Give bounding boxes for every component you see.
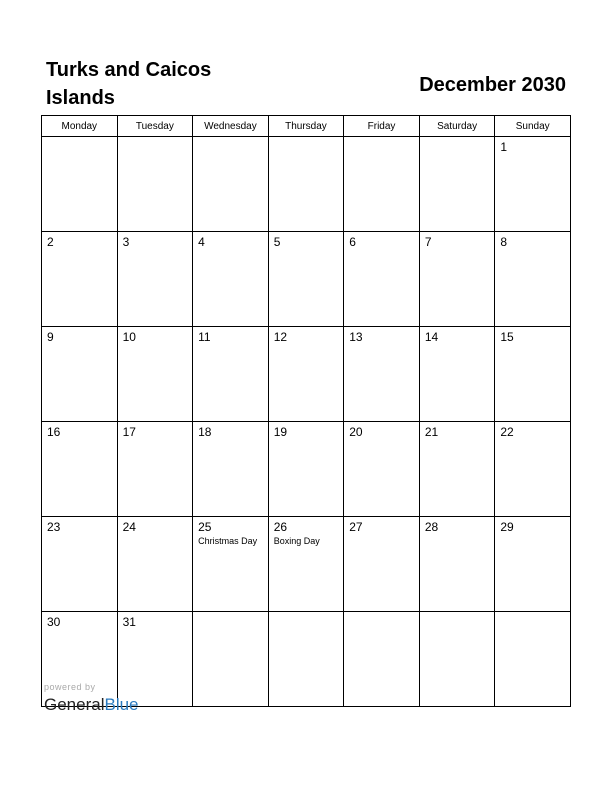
day-cell bbox=[268, 327, 344, 422]
day-number: 25 bbox=[198, 520, 212, 534]
day-cell bbox=[193, 327, 269, 422]
holiday-label: Christmas Day bbox=[198, 536, 258, 546]
day-number: 12 bbox=[273, 330, 288, 344]
day-number: 15 bbox=[500, 330, 514, 344]
day-number: 1 bbox=[500, 140, 508, 154]
day-cell bbox=[193, 517, 269, 612]
day-cell bbox=[419, 422, 495, 517]
day-cell bbox=[42, 232, 118, 327]
day-number: 30 bbox=[47, 615, 61, 629]
footer bbox=[44, 682, 139, 715]
day-number: 11 bbox=[198, 330, 211, 344]
calendar-body bbox=[42, 137, 571, 707]
day-cell bbox=[495, 517, 571, 612]
day-number: 31 bbox=[122, 615, 136, 629]
day-number: 27 bbox=[349, 520, 363, 534]
week-row bbox=[42, 232, 571, 327]
day-cell bbox=[419, 517, 495, 612]
day-number: 14 bbox=[424, 330, 439, 344]
day-cell bbox=[193, 232, 269, 327]
day-number: 8 bbox=[500, 235, 508, 249]
day-cell bbox=[117, 422, 193, 517]
day-cell bbox=[268, 517, 344, 612]
day-number: 17 bbox=[122, 425, 136, 439]
day-cell bbox=[117, 327, 193, 422]
day-number: 6 bbox=[349, 235, 356, 249]
week-row bbox=[42, 517, 571, 612]
day-cell bbox=[419, 612, 495, 707]
day-cell bbox=[495, 232, 571, 327]
day-cell bbox=[42, 327, 118, 422]
weekday-monday: Monday bbox=[42, 116, 118, 137]
generalblue-logo bbox=[44, 695, 139, 715]
day-cell bbox=[495, 612, 571, 707]
day-cell bbox=[42, 517, 118, 612]
calendar-grid bbox=[41, 115, 571, 707]
day-cell bbox=[344, 612, 420, 707]
day-cell bbox=[268, 612, 344, 707]
day-cell bbox=[419, 232, 495, 327]
weekday-thursday: Thursday bbox=[268, 116, 344, 137]
day-cell bbox=[344, 422, 420, 517]
day-number: 9 bbox=[47, 330, 54, 344]
day-cell bbox=[42, 422, 118, 517]
weekday-sunday: Sunday bbox=[495, 116, 571, 137]
day-cell bbox=[495, 137, 571, 232]
weekday-saturday: Saturday bbox=[419, 116, 495, 137]
day-number: 16 bbox=[47, 425, 61, 439]
week-row bbox=[42, 327, 571, 422]
brand-general: General bbox=[44, 695, 105, 714]
day-number: 21 bbox=[424, 425, 439, 439]
weekday-header-row bbox=[42, 116, 571, 137]
day-number: 22 bbox=[500, 425, 514, 439]
day-cell bbox=[495, 327, 571, 422]
day-cell bbox=[193, 422, 269, 517]
day-cell bbox=[344, 327, 420, 422]
day-number: 29 bbox=[500, 520, 514, 534]
day-cell bbox=[268, 137, 344, 232]
day-cell bbox=[495, 422, 571, 517]
holiday-label: Boxing Day bbox=[273, 536, 320, 546]
day-cell bbox=[344, 137, 420, 232]
day-number: 19 bbox=[273, 425, 288, 439]
day-cell bbox=[344, 232, 420, 327]
weekday-friday: Friday bbox=[344, 116, 420, 137]
calendar-month-title: December 2030 bbox=[419, 74, 566, 96]
day-number: 23 bbox=[47, 520, 61, 534]
day-cell bbox=[193, 137, 269, 232]
day-cell bbox=[268, 422, 344, 517]
powered-by-text: powered by bbox=[44, 682, 96, 692]
day-cell bbox=[42, 137, 118, 232]
day-number: 4 bbox=[198, 235, 205, 249]
day-number: 28 bbox=[424, 520, 439, 534]
day-number: 18 bbox=[198, 425, 212, 439]
brand-blue: Blue bbox=[104, 695, 139, 714]
week-row bbox=[42, 422, 571, 517]
day-number: 3 bbox=[122, 235, 130, 249]
day-cell bbox=[117, 517, 193, 612]
day-number: 10 bbox=[122, 330, 136, 344]
day-cell bbox=[193, 612, 269, 707]
day-cell bbox=[344, 517, 420, 612]
day-number: 13 bbox=[349, 330, 363, 344]
day-cell bbox=[419, 327, 495, 422]
day-cell bbox=[117, 232, 193, 327]
weekday-tuesday: Tuesday bbox=[117, 116, 193, 137]
day-number: 20 bbox=[349, 425, 363, 439]
day-number: 2 bbox=[47, 235, 54, 249]
day-number: 7 bbox=[424, 235, 432, 249]
day-number: 5 bbox=[273, 235, 281, 249]
calendar-country-title: Turks and Caicos Islands bbox=[46, 59, 212, 109]
day-number: 26 bbox=[273, 520, 288, 534]
day-cell bbox=[419, 137, 495, 232]
weekday-wednesday: Wednesday bbox=[193, 116, 269, 137]
day-cell bbox=[117, 137, 193, 232]
day-number: 24 bbox=[122, 520, 136, 534]
week-row bbox=[42, 137, 571, 232]
day-cell bbox=[268, 232, 344, 327]
